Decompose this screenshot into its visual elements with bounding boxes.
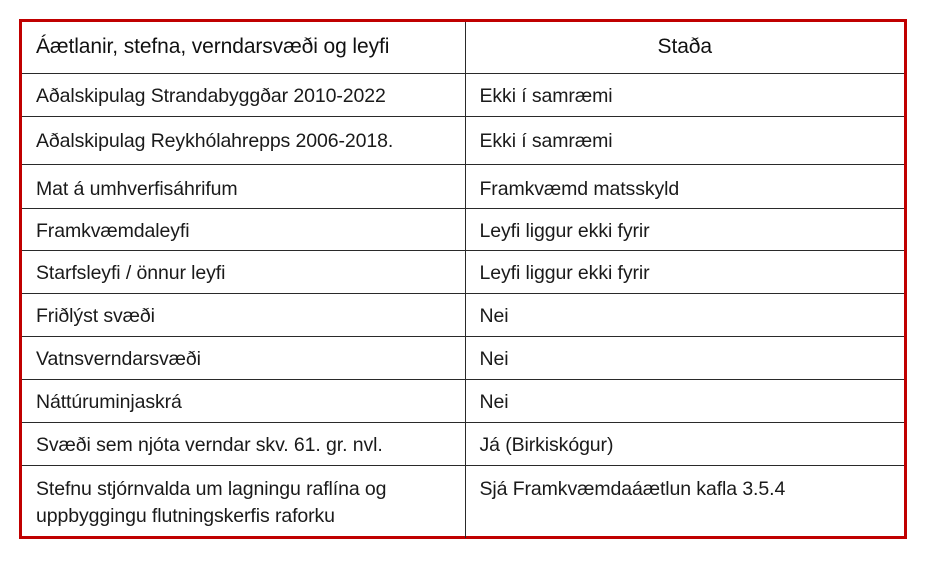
table-row bbox=[22, 293, 904, 336]
status-table-frame bbox=[19, 19, 907, 539]
header-plans-policy-permits: Áætlanir, stefna, verndarsvæði og leyfi bbox=[22, 22, 465, 73]
cell-item: Starfsleyfi / önnur leyfi bbox=[22, 250, 465, 293]
cell-status: Framkvæmd matsskyld bbox=[465, 164, 904, 208]
cell-status: Nei bbox=[465, 293, 904, 336]
cell-item: Mat á umhverfisáhrifum bbox=[22, 164, 465, 208]
cell-item: Friðlýst svæði bbox=[22, 293, 465, 336]
table-header-row bbox=[22, 22, 904, 73]
cell-item: Framkvæmdaleyfi bbox=[22, 208, 465, 250]
table-row bbox=[22, 164, 904, 208]
cell-item: Aðalskipulag Strandabyggðar 2010-2022 bbox=[22, 73, 465, 116]
cell-status: Nei bbox=[465, 336, 904, 379]
table-row bbox=[22, 379, 904, 422]
table-row bbox=[22, 422, 904, 465]
cell-status: Ekki í samræmi bbox=[465, 116, 904, 164]
cell-item: Svæði sem njóta verndar skv. 61. gr. nvl. bbox=[22, 422, 465, 465]
table-row bbox=[22, 250, 904, 293]
cell-status: Ekki í samræmi bbox=[465, 73, 904, 116]
table-row bbox=[22, 336, 904, 379]
plans-status-table bbox=[22, 22, 904, 538]
table-row bbox=[22, 116, 904, 164]
cell-status: Sjá Framkvæmdaáætlun kafla 3.5.4 bbox=[465, 465, 904, 538]
cell-item: Náttúruminjaskrá bbox=[22, 379, 465, 422]
cell-status: Leyfi liggur ekki fyrir bbox=[465, 250, 904, 293]
cell-status: Leyfi liggur ekki fyrir bbox=[465, 208, 904, 250]
table-row bbox=[22, 465, 904, 538]
cell-status: Nei bbox=[465, 379, 904, 422]
cell-status: Já (Birkiskógur) bbox=[465, 422, 904, 465]
cell-item: Vatnsverndarsvæði bbox=[22, 336, 465, 379]
cell-item: Aðalskipulag Reykhólahrepps 2006-2018. bbox=[22, 116, 465, 164]
table-row bbox=[22, 73, 904, 116]
table-row bbox=[22, 208, 904, 250]
cell-item: Stefnu stjórnvalda um lagningu raflína og uppbyggingu flutningskerfis raforku bbox=[22, 465, 465, 538]
header-status: Staða bbox=[465, 22, 904, 73]
